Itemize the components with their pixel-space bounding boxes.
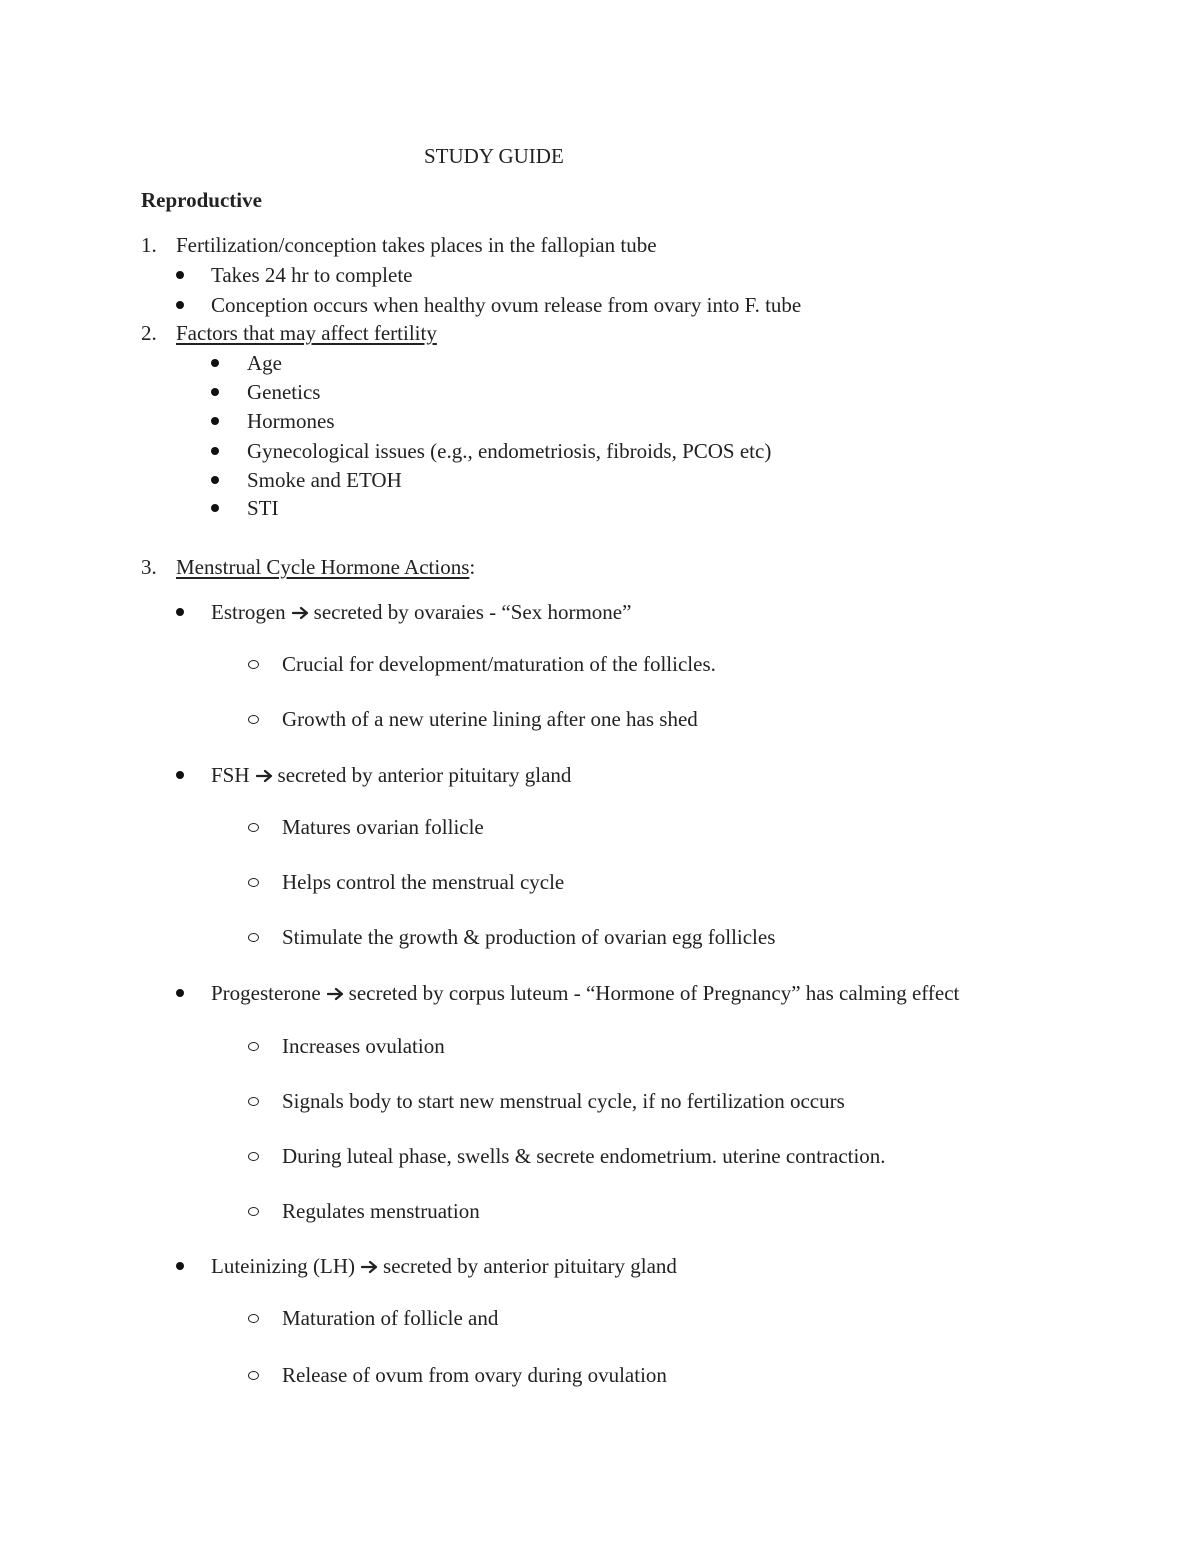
- item-number: 1.: [141, 233, 157, 257]
- item-number: 3.: [141, 555, 157, 579]
- arrow-right-icon: [292, 606, 310, 620]
- bullet-dot-icon: [211, 504, 219, 512]
- bullet-dot-icon: [211, 388, 219, 396]
- item-suffix: :: [469, 555, 476, 579]
- arrow-right-icon: [361, 1260, 379, 1274]
- hormone-desc: secreted by ovaraies - “Sex hormone”: [313, 600, 632, 624]
- list-item: Increases ovulation: [282, 1034, 445, 1058]
- section-heading: Reproductive: [141, 188, 262, 212]
- bullet-dot-icon: [176, 989, 184, 997]
- bullet-dot-icon: [176, 608, 184, 616]
- hormone-name: Progesterone: [211, 981, 321, 1005]
- hormone-entry: [211, 762, 571, 788]
- circle-bullet-icon: [248, 878, 259, 887]
- hormone-desc: secreted by anterior pituitary gland: [277, 763, 572, 787]
- item-heading: [176, 554, 475, 580]
- bullet-dot-icon: [176, 771, 184, 779]
- hormone-name: Luteinizing (LH): [211, 1254, 356, 1278]
- circle-bullet-icon: [248, 715, 259, 724]
- list-item: Genetics: [247, 380, 321, 404]
- hormone-entry: [211, 980, 959, 1006]
- bullet-dot-icon: [211, 359, 219, 367]
- circle-bullet-icon: [248, 1371, 259, 1380]
- circle-bullet-icon: [248, 1207, 259, 1216]
- list-item: Conception occurs when healthy ovum release from ovary into F. tube: [211, 293, 802, 317]
- list-item: Regulates menstruation: [282, 1199, 480, 1223]
- list-item: Growth of a new uterine lining after one has shed: [282, 707, 698, 731]
- document-title: STUDY GUIDE: [424, 144, 564, 168]
- list-item: Matures ovarian follicle: [282, 815, 484, 839]
- list-item: Takes 24 hr to complete: [211, 263, 413, 287]
- list-item: Release of ovum from ovary during ovulation: [282, 1363, 667, 1387]
- list-item: Stimulate the growth & production of ovarian egg follicles: [282, 925, 776, 949]
- list-item: During luteal phase, swells & secrete endometrium. uterine contraction.: [282, 1144, 886, 1168]
- circle-bullet-icon: [248, 1314, 259, 1323]
- hormone-entry: [211, 1253, 677, 1279]
- bullet-dot-icon: [176, 271, 184, 279]
- arrow-right-icon: [327, 987, 345, 1001]
- hormone-name: Estrogen: [211, 600, 286, 624]
- item-number: 2.: [141, 321, 157, 345]
- bullet-dot-icon: [211, 476, 219, 484]
- list-item: STI: [247, 496, 279, 520]
- circle-bullet-icon: [248, 1042, 259, 1051]
- hormone-desc: secreted by anterior pituitary gland: [383, 1254, 677, 1278]
- circle-bullet-icon: [248, 1097, 259, 1106]
- circle-bullet-icon: [248, 1152, 259, 1161]
- item-text: Menstrual Cycle Hormone Actions: [176, 555, 470, 579]
- list-item: Maturation of follicle and: [282, 1306, 499, 1330]
- item-text: Factors that may affect fertility: [176, 321, 437, 345]
- bullet-dot-icon: [211, 447, 219, 455]
- arrow-right-icon: [256, 769, 274, 783]
- list-item: Gynecological issues (e.g., endometriosis, fibroids, PCOS etc): [247, 439, 772, 463]
- item-text: Fertilization/conception takes places in the fallopian tube: [176, 233, 657, 257]
- circle-bullet-icon: [248, 660, 259, 669]
- hormone-desc: secreted by corpus luteum - “Hormone of Pregnancy” has calming effect: [348, 981, 960, 1005]
- list-item: Age: [247, 351, 282, 375]
- list-item: Hormones: [247, 409, 335, 433]
- bullet-dot-icon: [176, 1262, 184, 1270]
- circle-bullet-icon: [248, 933, 259, 942]
- list-item: Smoke and ETOH: [247, 468, 402, 492]
- bullet-dot-icon: [211, 417, 219, 425]
- hormone-name: FSH: [211, 763, 250, 787]
- bullet-dot-icon: [176, 301, 184, 309]
- list-item: Crucial for development/maturation of the follicles.: [282, 652, 716, 676]
- circle-bullet-icon: [248, 823, 259, 832]
- hormone-entry: [211, 599, 631, 625]
- list-item: Helps control the menstrual cycle: [282, 870, 565, 894]
- list-item: Signals body to start new menstrual cycle, if no fertilization occurs: [282, 1089, 845, 1113]
